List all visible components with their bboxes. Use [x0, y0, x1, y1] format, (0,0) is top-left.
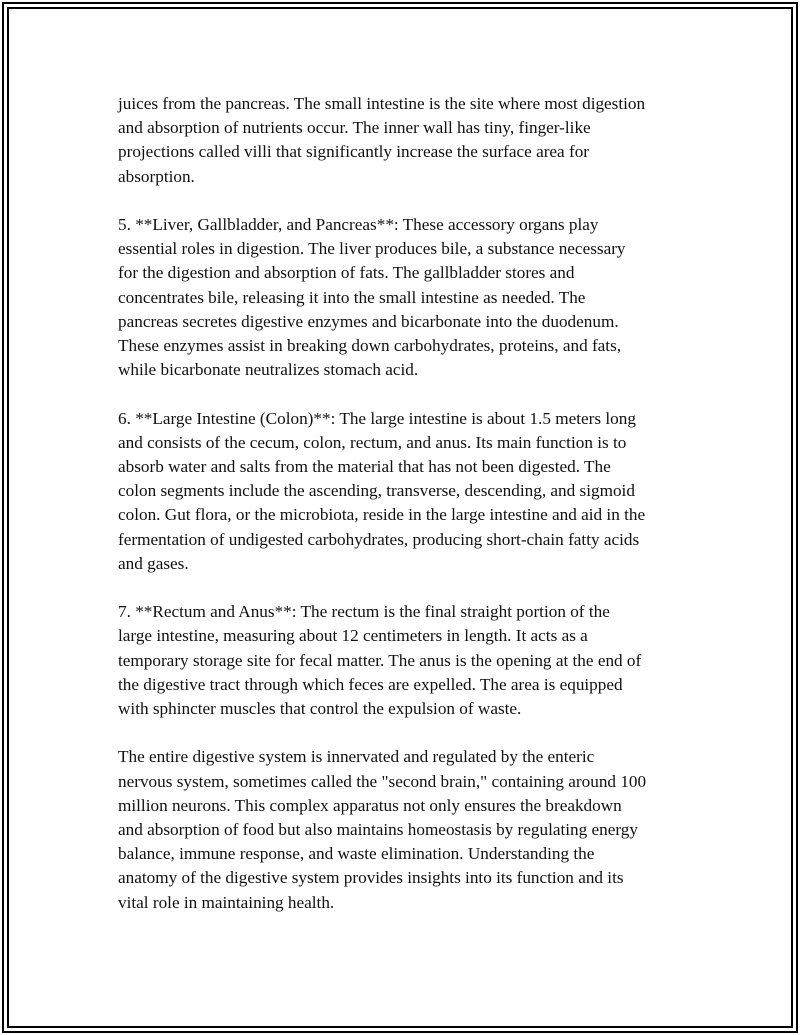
paragraph-small-intestine-continued [118, 92, 692, 189]
text-line: and consists of the cecum, colon, rectum, and anus. Its main function is to [118, 432, 627, 452]
text-line: temporary storage site for fecal matter. The anus is the opening at the end of [118, 650, 642, 670]
text-line: for the digestion and absorption of fats. The gallbladder stores and [118, 263, 575, 283]
text-line: large intestine, measuring about 12 centimeters in length. It acts as a [118, 626, 588, 646]
text-line: vital role in maintaining health. [118, 892, 335, 912]
paragraph-enteric-nervous-system [118, 745, 692, 914]
text-line: 7. **Rectum and Anus**: The rectum is the final straight portion of the [118, 602, 610, 622]
text-line: colon. Gut flora, or the microbiota, reside in the large intestine and aid in the [118, 505, 646, 525]
text-line: fermentation of undigested carbohydrates, producing short-chain fatty acids [118, 529, 640, 549]
text-line: while bicarbonate neutralizes stomach acid. [118, 360, 419, 380]
text-line: absorb water and salts from the material that has not been digested. The [118, 457, 611, 477]
text-line: 5. **Liver, Gallbladder, and Pancreas**: These accessory organs play [118, 215, 599, 234]
text-line: million neurons. This complex apparatus not only ensures the breakdown [118, 795, 622, 815]
text-line: and absorption of nutrients occur. The inner wall has tiny, finger-like [118, 118, 591, 138]
text-line: and gases. [118, 553, 189, 573]
text-line: pancreas secretes digestive enzymes and bicarbonate into the duodenum. [118, 311, 619, 331]
text-line: anatomy of the digestive system provides insights into its function and its [118, 868, 624, 888]
text-line: concentrates bile, releasing it into the small intestine as needed. The [118, 287, 586, 307]
text-line: the digestive tract through which feces are expelled. The area is equipped [118, 674, 623, 694]
paragraph-rectum-anus [118, 600, 692, 721]
text-line: balance, immune response, and waste elimination. Understanding the [118, 844, 595, 864]
paragraph-liver-gallbladder-pancreas [118, 213, 692, 382]
text-line: projections called villi that significantly increase the surface area for [118, 142, 590, 162]
text-line: absorption. [118, 166, 195, 186]
text-line: These enzymes assist in breaking down carbohydrates, proteins, and fats, [118, 336, 622, 356]
text-line: essential roles in digestion. The liver produces bile, a substance necessary [118, 239, 626, 259]
text-line: nervous system, sometimes called the "second brain," containing around 100 [118, 771, 647, 791]
text-line: The entire digestive system is innervated and regulated by the enteric [118, 747, 595, 767]
text-line: with sphincter muscles that control the expulsion of waste. [118, 699, 522, 719]
text-line: and absorption of food but also maintains homeostasis by regulating energy [118, 820, 638, 840]
document-body [118, 92, 692, 915]
paragraph-large-intestine [118, 407, 692, 576]
text-line: colon segments include the ascending, transverse, descending, and sigmoid [118, 481, 635, 501]
text-line: 6. **Large Intestine (Colon)**: The large intestine is about 1.5 meters long [118, 408, 636, 428]
text-line: juices from the pancreas. The small intestine is the site where most digestion [118, 94, 646, 113]
